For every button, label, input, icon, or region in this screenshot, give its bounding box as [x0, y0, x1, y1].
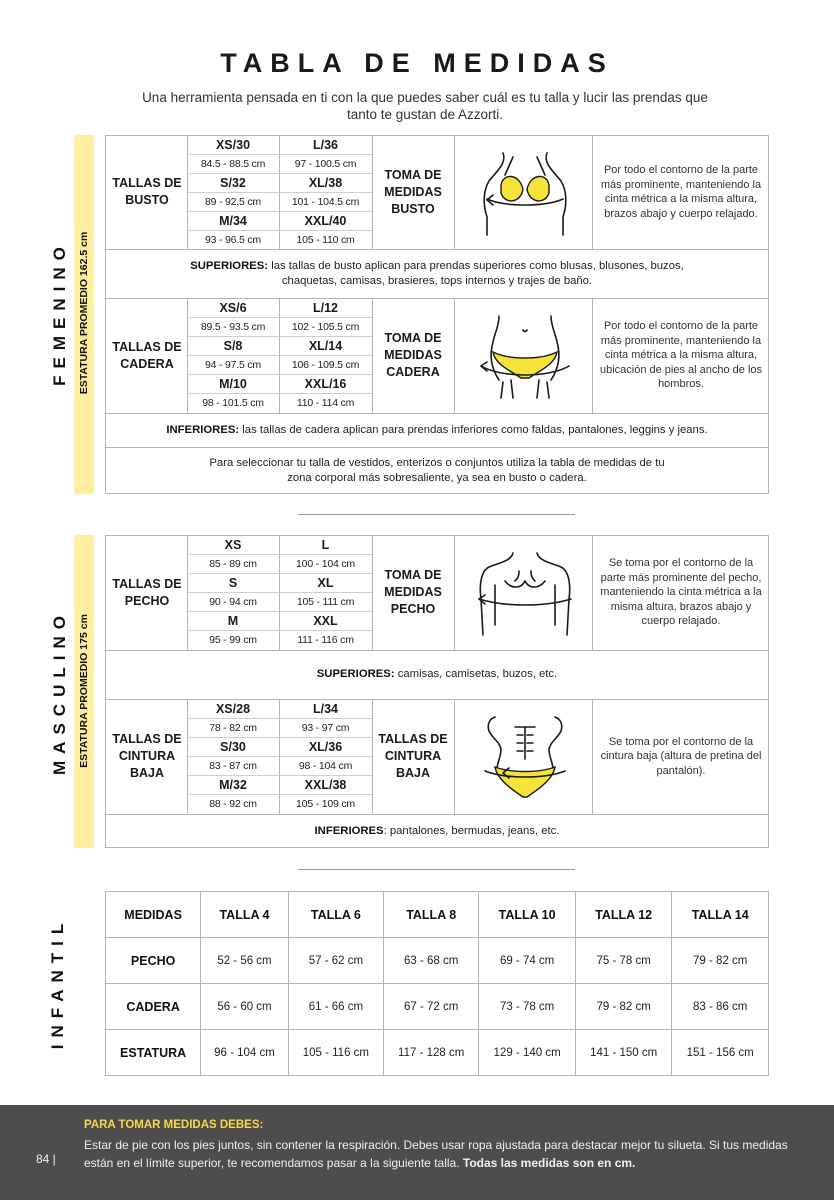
size-cell: XS: [224, 537, 242, 552]
size-cell: XL/36: [308, 739, 343, 754]
footer-title: PARA TOMAR MEDIDAS DEBES:: [84, 1119, 264, 1131]
value-cell: 56 - 60 cm: [201, 984, 288, 1030]
size-cell: XL: [317, 575, 334, 590]
range-cell: 98 - 101.5 cm: [202, 397, 264, 409]
size-cell: XXL: [313, 613, 338, 628]
range-cell: 105 - 110 cm: [296, 233, 355, 246]
header-cell: TALLA 12: [575, 892, 672, 938]
cintura-desc: Se toma por el contorno de la cintura baja (altura de pretina del pantalón).: [600, 735, 762, 777]
header-cell: TALLA 6: [288, 892, 383, 938]
toma-cadera-label: TOMA DE MEDIDAS CADERA: [384, 331, 442, 379]
size-cell: S: [228, 575, 238, 590]
estatura-femenino: ESTATURA PROMEDIO 162.5 cm: [78, 231, 90, 395]
busto-label: TALLAS DE BUSTO: [112, 176, 182, 207]
range-cell: 93 - 97 cm: [301, 721, 350, 734]
femenino-vestidos-note: Para seleccionar tu talla de vestidos, enterizos o conjuntos utiliza la tabla de medidas de tu zona corporal más sobresaliente, ya sea en busto o cadera.: [209, 456, 665, 484]
value-cell: 96 - 104 cm: [201, 1030, 288, 1076]
range-cell: 89 - 92.5 cm: [205, 195, 261, 208]
value-cell: 52 - 56 cm: [201, 938, 288, 984]
page-title: TABLA DE MEDIDAS: [220, 48, 614, 78]
range-cell: 94 - 97.5 cm: [205, 358, 261, 371]
range-cell: 98 - 104 cm: [298, 759, 353, 772]
size-cell: XXL/38: [304, 777, 347, 792]
size-cell: L/36: [312, 137, 338, 152]
value-cell: 79 - 82 cm: [672, 938, 769, 984]
footer-text: Estar de pie con los pies juntos, sin contener la respiración. Debes usar ropa ajustada para destacar mejor tu silueta. Si tus medidas están en el límite superior, te recomendamos pasar a la siguiente talla. Todas las medidas son en cm.: [84, 1138, 788, 1170]
value-cell: 79 - 82 cm: [575, 984, 672, 1030]
cadera-desc: Por todo el contorno de la parte más prominente, manteniendo la cinta métrica a la misma altura, ubicación de pies al ancho de los hombros.: [599, 320, 763, 391]
infantil-table: [105, 891, 769, 1076]
range-cell: 83 - 87 cm: [209, 759, 257, 772]
cintura-label: TALLAS DE CINTURA BAJA: [112, 732, 182, 780]
masculino-superiores-note: SUPERIORES: camisas, camisetas, buzos, etc.: [316, 668, 558, 680]
range-cell: 106 - 109.5 cm: [291, 358, 360, 371]
section-divider: [298, 514, 575, 515]
table-row: [106, 938, 769, 984]
size-cell: XL/14: [308, 338, 343, 353]
femenino-inferiores-note: INFERIORES: las tallas de cadera aplican para prendas inferiores como faldas, pantalones, leggins y jeans.: [166, 423, 708, 436]
pecho-desc: Se toma por el contorno de la parte más prominente del pecho, manteniendo la cinta métrica a la misma altura, brazos abajo y cuerpo relajado.: [600, 557, 762, 628]
value-cell: 67 - 72 cm: [384, 984, 479, 1030]
value-cell: 105 - 116 cm: [288, 1030, 383, 1076]
value-cell: 69 - 74 cm: [479, 938, 576, 984]
size-cell: S/8: [223, 338, 243, 353]
value-cell: 141 - 150 cm: [575, 1030, 672, 1076]
size-cell: M/32: [219, 777, 247, 792]
header-cell: TALLA 4: [201, 892, 288, 938]
section-divider: [298, 869, 575, 870]
section-masculino-label: MASCULINO: [50, 609, 69, 775]
range-cell: 105 - 111 cm: [296, 595, 355, 608]
table-row: [106, 892, 769, 938]
header-cell: TALLA 8: [384, 892, 479, 938]
size-cell: M/10: [219, 376, 247, 391]
range-cell: 84.5 - 88.5 cm: [200, 157, 266, 170]
value-cell: 151 - 156 cm: [672, 1030, 769, 1076]
size-cell: XS/30: [215, 137, 251, 152]
value-cell: 57 - 62 cm: [288, 938, 383, 984]
range-cell: 78 - 82 cm: [209, 721, 257, 734]
range-cell: 93 - 96.5 cm: [205, 233, 261, 246]
chest-measure-icon: [475, 545, 575, 640]
range-cell: 97 - 100.5 cm: [294, 157, 357, 170]
range-cell: 101 - 104.5 cm: [291, 195, 360, 208]
range-cell: 90 - 94 cm: [209, 595, 257, 608]
page-subtitle: Una herramienta pensada en ti con la que puedes saber cuál es tu talla y lucir las prendas que tanto te gustan de Azzorti.: [142, 90, 708, 122]
range-cell: 105 - 109 cm: [296, 798, 355, 810]
pecho-label: TALLAS DE PECHO: [112, 576, 182, 608]
toma-pecho-label: TOMA DE MEDIDAS PECHO: [384, 568, 442, 616]
row-label: ESTATURA: [106, 1030, 201, 1076]
header-cell: TALLA 14: [672, 892, 769, 938]
value-cell: 129 - 140 cm: [479, 1030, 576, 1076]
busto-desc: Por todo el contorno de la parte más prominente, manteniendo la cinta métrica a la misma altura, brazos abajo y cuerpo relajado.: [600, 164, 762, 220]
size-cell: XS/28: [215, 701, 251, 716]
size-cell: XXL/40: [304, 213, 347, 228]
femenino-superiores-note: SUPERIORES: las tallas de busto aplican para prendas superiores como blusas, blusones, buzos, chaquetas, camisas, brasieres, tops internos y trajes de baño.: [190, 259, 684, 287]
estatura-masculino: ESTATURA PROMEDIO 175 cm: [78, 614, 90, 768]
value-cell: 83 - 86 cm: [672, 984, 769, 1030]
size-cell: S/30: [220, 739, 246, 754]
table-row: [106, 1030, 769, 1076]
range-cell: 95 - 99 cm: [209, 634, 257, 646]
row-label: PECHO: [106, 938, 201, 984]
header-cell: MEDIDAS: [106, 892, 201, 938]
size-cell: S/32: [220, 175, 246, 190]
size-cell: XL/38: [308, 175, 343, 190]
cadera-label: TALLAS DE CADERA: [112, 339, 182, 371]
range-cell: 88 - 92 cm: [209, 798, 257, 810]
size-cell: M/34: [219, 213, 247, 228]
masculino-inferiores-note: INFERIORES: pantalones, bermudas, jeans, etc.: [314, 824, 560, 837]
range-cell: 110 - 114 cm: [296, 397, 355, 409]
size-cell: XXL/16: [304, 376, 347, 391]
page-number: 84 |: [36, 1152, 56, 1166]
size-cell: L/34: [312, 701, 338, 716]
value-cell: 61 - 66 cm: [288, 984, 383, 1030]
size-cell: M: [227, 613, 239, 628]
size-cell: L: [321, 537, 330, 552]
section-infantil-label: INFANTIL: [48, 916, 67, 1050]
header-cell: TALLA 10: [479, 892, 576, 938]
hip-measure-icon: [475, 308, 575, 403]
range-cell: 100 - 104 cm: [296, 557, 355, 570]
toma-busto-label: TOMA DE MEDIDAS BUSTO: [384, 167, 442, 216]
range-cell: 89.5 - 93.5 cm: [200, 320, 266, 333]
table-row: [106, 984, 769, 1030]
bust-measure-icon: [475, 145, 575, 240]
range-cell: 85 - 89 cm: [209, 557, 257, 570]
size-cell: L/12: [312, 300, 338, 315]
range-cell: 102 - 105.5 cm: [291, 320, 360, 333]
row-label: CADERA: [106, 984, 201, 1030]
toma-cintura-label: TALLAS DE CINTURA BAJA: [378, 732, 448, 780]
value-cell: 117 - 128 cm: [384, 1030, 479, 1076]
value-cell: 73 - 78 cm: [479, 984, 576, 1030]
size-cell: XS/6: [219, 300, 247, 315]
value-cell: 63 - 68 cm: [384, 938, 479, 984]
section-femenino-label: FEMENINO: [50, 240, 69, 386]
waist-measure-icon: [475, 709, 575, 804]
value-cell: 75 - 78 cm: [575, 938, 672, 984]
range-cell: 111 - 116 cm: [297, 634, 354, 646]
